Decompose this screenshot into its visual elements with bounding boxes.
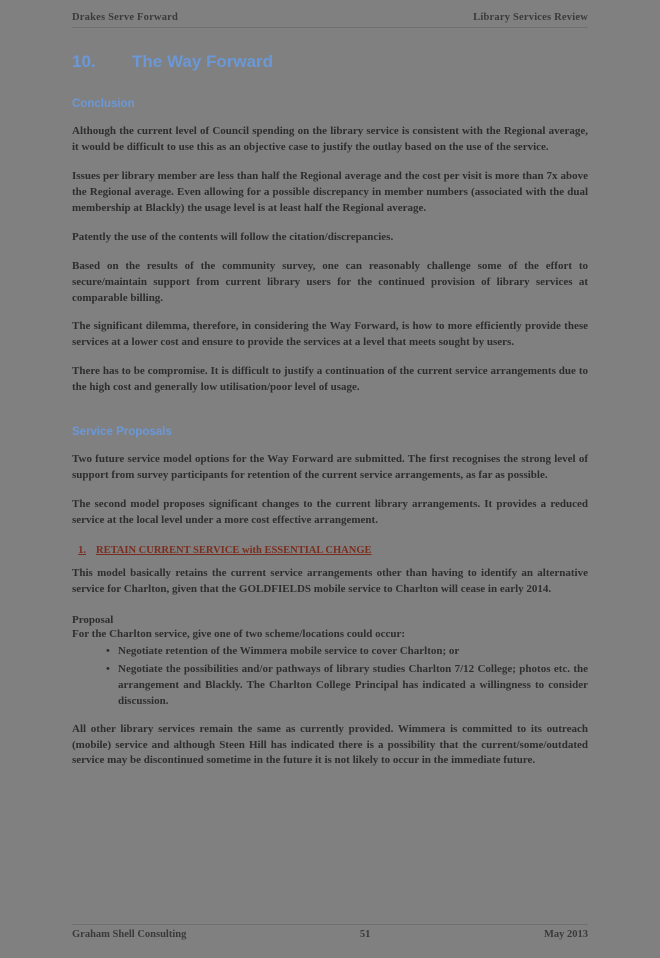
page-footer xyxy=(72,929,588,940)
section-heading-service-proposals: Service Proposals xyxy=(72,426,172,439)
chapter-heading xyxy=(72,52,588,72)
numbered-option-list xyxy=(72,545,588,556)
list-item-number: 1. xyxy=(78,544,86,556)
section-heading-conclusion: Conclusion xyxy=(72,98,135,110)
paragraph: Issues per library member are less than half the Regional average and the cost per visit is more than 7x above the Regional average. Even allowing for a possible discrepancy in member numbers (associated with the dual membership at Blackly) the usage level is at least half the Regional average. xyxy=(72,169,588,214)
chapter-number: 10. xyxy=(72,52,96,71)
paragraph: There has to be compromise. It is difficult to justify a continuation of the current service arrangements due to the high cost and generally low utilisation/poor level of usage. xyxy=(72,365,588,394)
page-header xyxy=(72,12,588,23)
proposal-bullet-list xyxy=(72,644,588,710)
header-right-text: Library Services Review xyxy=(473,12,588,23)
footer-left-text: Graham Shell Consulting xyxy=(72,929,187,940)
proposal-label: Proposal xyxy=(72,613,114,626)
paragraph: The significant dilemma, therefore, in considering the Way Forward, is how to more efficiently provide these services at a lower cost and ensure to provide the services at a level that meets sought by users. xyxy=(72,320,588,349)
list-item: • Negotiate retention of the Wimmera mobile service to cover Charlton; or xyxy=(106,644,588,660)
footer-divider xyxy=(72,924,588,925)
list-item-label: RETAIN CURRENT SERVICE with ESSENTIAL CHANGE xyxy=(96,544,372,556)
paragraph: Patently the use of the contents will follow the citation/discrepancies. xyxy=(72,230,394,243)
header-left-text: Drakes Serve Forward xyxy=(72,12,179,23)
paragraph: Although the current level of Council spending on the library service is consistent with the Regional average, it would be difficult to use this as an objective case to justify the outlay based on the use of the service. xyxy=(72,125,588,153)
paragraph: Two future service model options for the Way Forward are submitted. The first recognises the strong level of support from survey participants for retention of the current service arrangements, as far as possible. xyxy=(72,453,588,482)
chapter-title: The Way Forward xyxy=(132,52,274,71)
list-item xyxy=(72,545,588,556)
paragraph: All other library services remain the same as currently provided. Wimmera is committed to its outreach (mobile) service and although Steen Hill has indicated there is a possibility that the current/some/outdated service may be discontinued sometime in the future it is not likely to occur in the immediate future. xyxy=(72,722,588,767)
proposal-intro: For the Charlton service, give one of two scheme/locations could occur: xyxy=(72,627,406,640)
paragraph: Based on the results of the community survey, one can reasonably challenge some of the effort to secure/maintain support from current library users for the continued provision of library services at comparable billing. xyxy=(72,259,588,304)
footer-page-number: 51 xyxy=(359,929,371,940)
paragraph: This model basically retains the current service arrangements other than having to identify an alternative service for Charlton, given that the GOLDFIELDS mobile service to Charlton will cease in early 2014. xyxy=(72,566,588,595)
footer-right-text: May 2013 xyxy=(543,929,588,940)
list-item: • Negotiate the possibilities and/or pathways of library studies Charlton 7/12 College; photos etc. the arrangement and Blackly. The Charlton College Principal has indicated a willingness to consider discussion. xyxy=(106,662,588,710)
page-content xyxy=(72,52,588,769)
paragraph: The second model proposes significant changes to the current library arrangements. It provides a reduced service at the local level under a more cost effective arrangement. xyxy=(72,498,588,526)
header-divider xyxy=(72,27,588,28)
